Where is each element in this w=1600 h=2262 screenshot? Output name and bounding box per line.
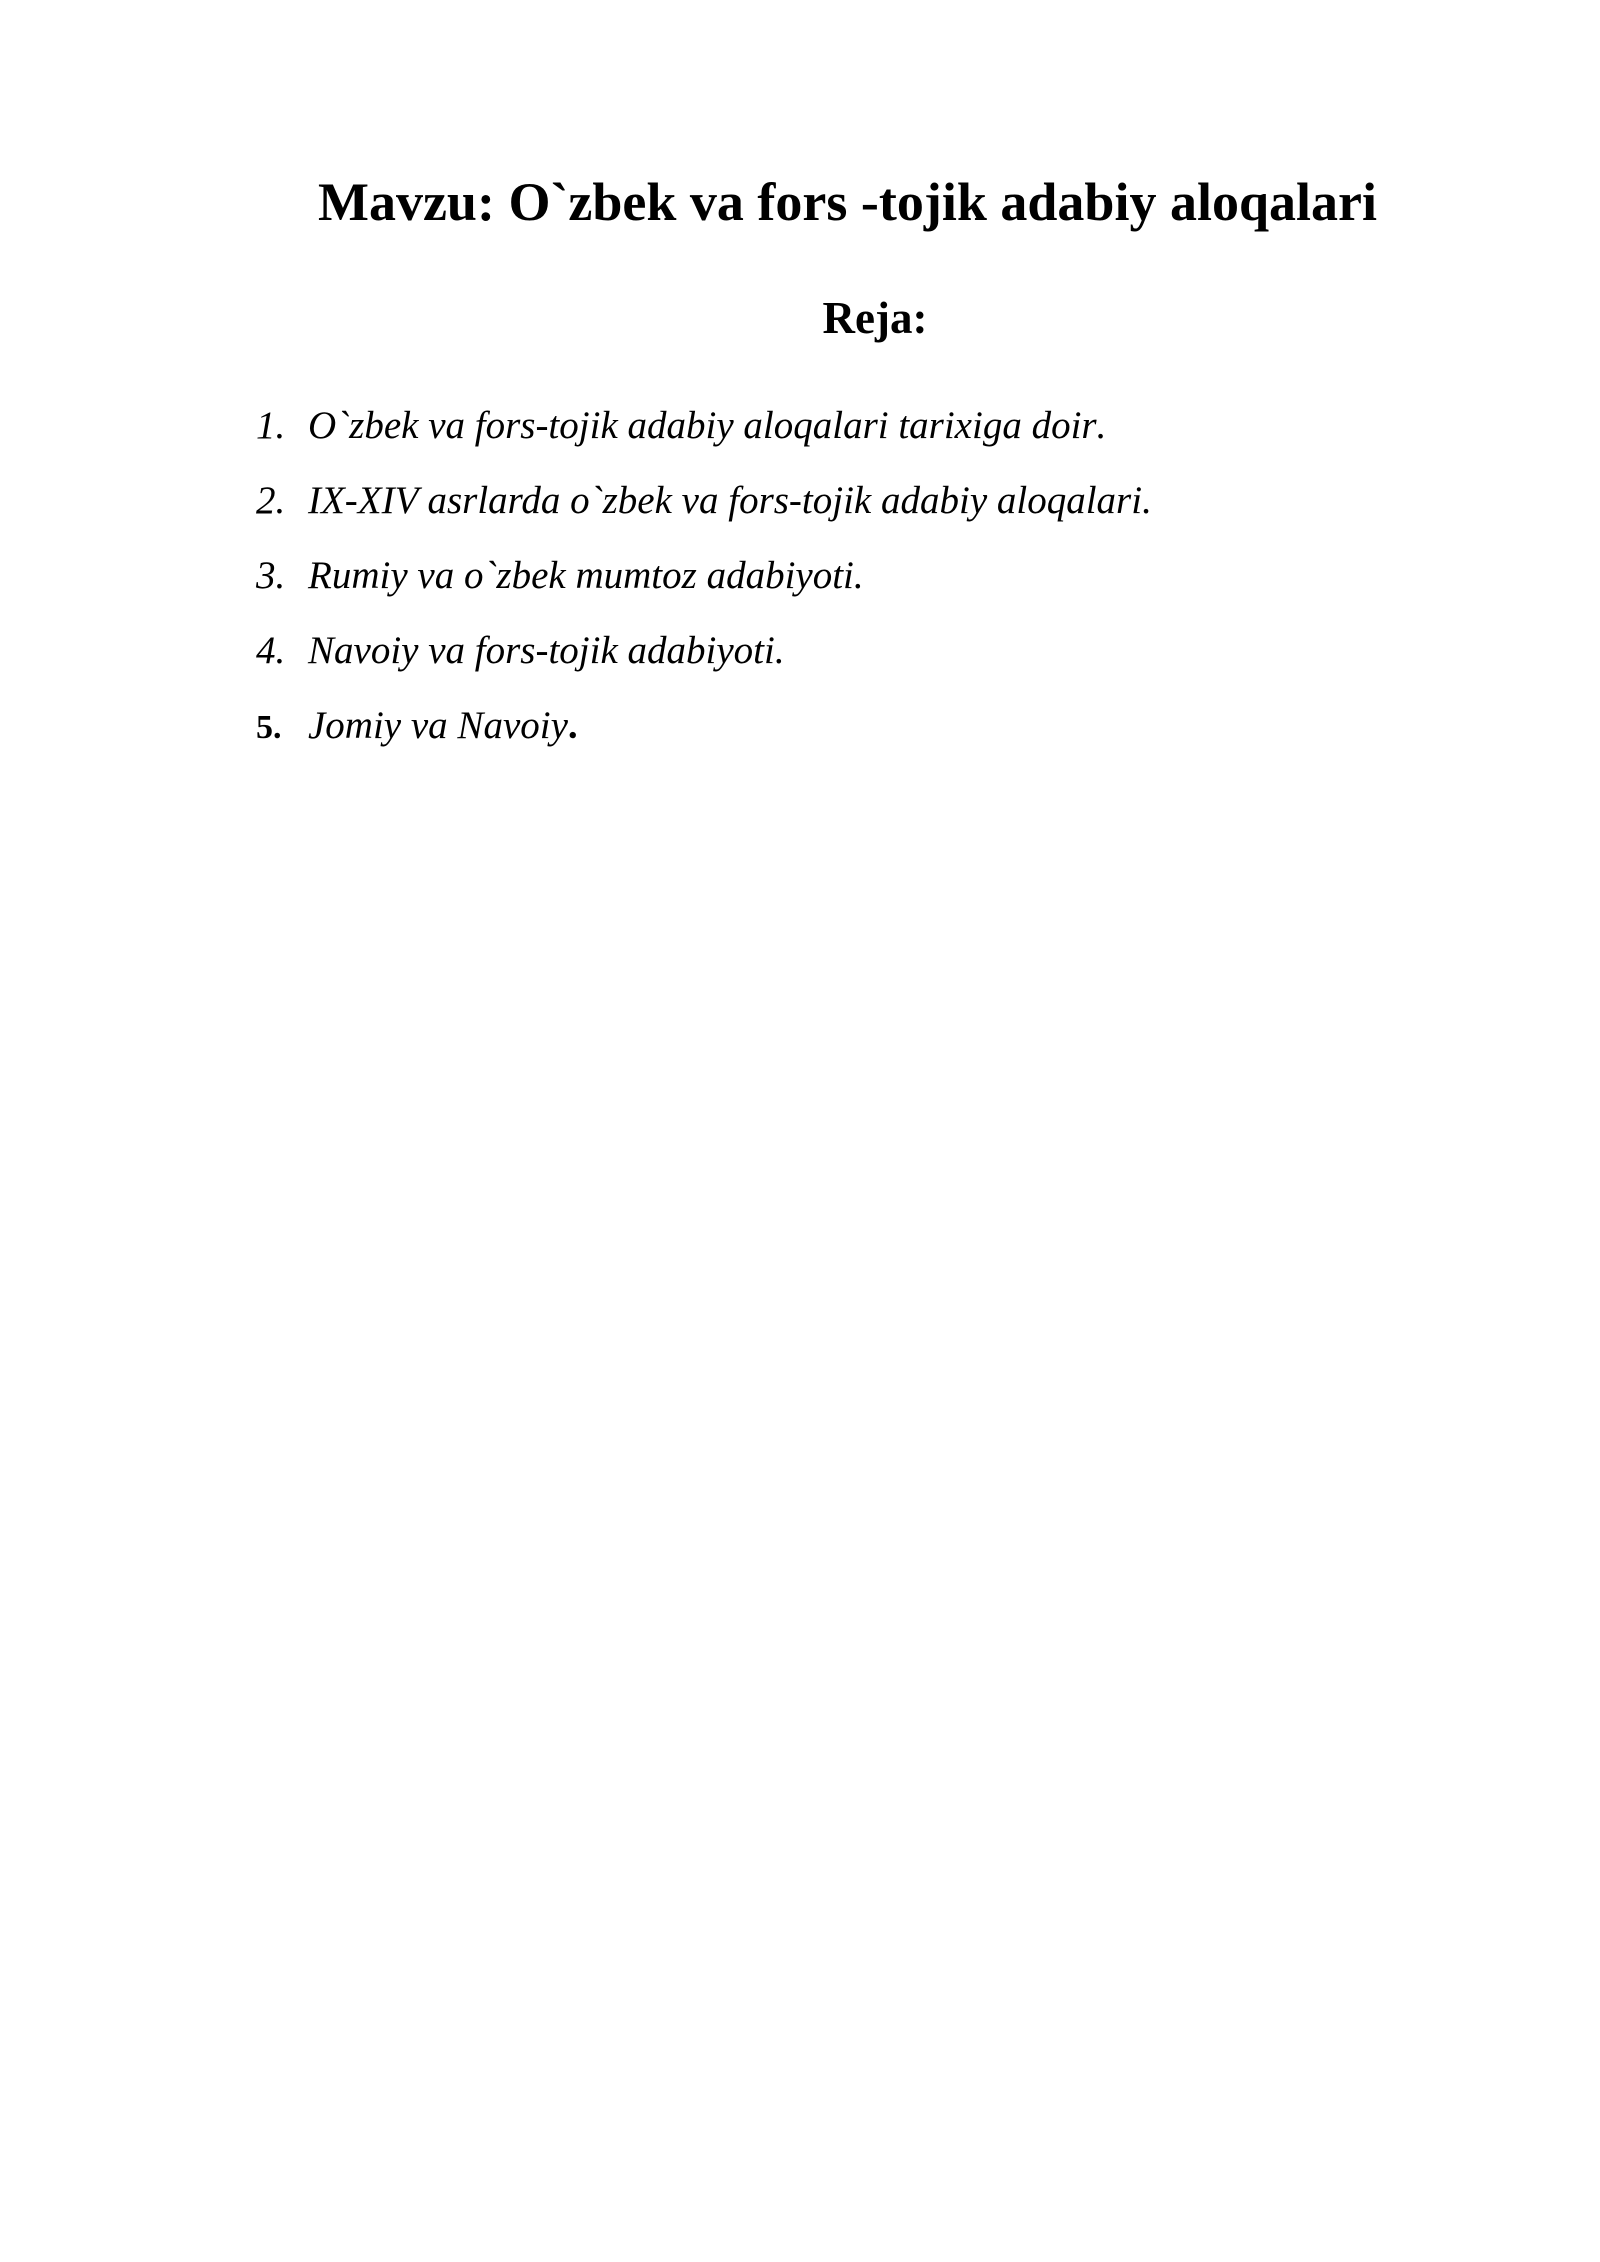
plan-text: O`zbek va fors-tojik adabiy aloqalari tarixiga doir [308, 404, 1097, 447]
plan-number: 5. [256, 709, 282, 746]
plan-number: 3. [256, 554, 286, 597]
plan-end-mark: . [1096, 404, 1107, 447]
plan-item-5 [256, 698, 1152, 773]
plan-heading: Reja: [822, 293, 928, 343]
plan-number: 2. [256, 479, 286, 522]
plan-end-mark: . [774, 629, 785, 672]
plan-list [256, 398, 1152, 773]
plan-end-mark: . [567, 704, 578, 747]
plan-item-1 [256, 398, 1152, 473]
plan-number: 4. [256, 629, 286, 672]
plan-end-mark: . [1142, 479, 1152, 522]
page-title: Mavzu: O`zbek va fors -tojik adabiy aloqalari [318, 172, 1377, 232]
plan-text: Jomiy va Navoiy [308, 704, 568, 747]
plan-end-mark: . [853, 554, 864, 597]
plan-number: 1. [256, 404, 286, 447]
plan-item-3 [256, 548, 1152, 623]
plan-text: Rumiy va o`zbek mumtoz adabiyoti [308, 554, 854, 597]
plan-item-4 [256, 623, 1152, 698]
plan-item-2 [256, 473, 1152, 548]
plan-text: IX-XIV asrlarda o`zbek va fors-tojik adabiy aloqalari [308, 479, 1143, 522]
plan-text: Navoiy va fors-tojik adabiyoti [308, 629, 775, 672]
